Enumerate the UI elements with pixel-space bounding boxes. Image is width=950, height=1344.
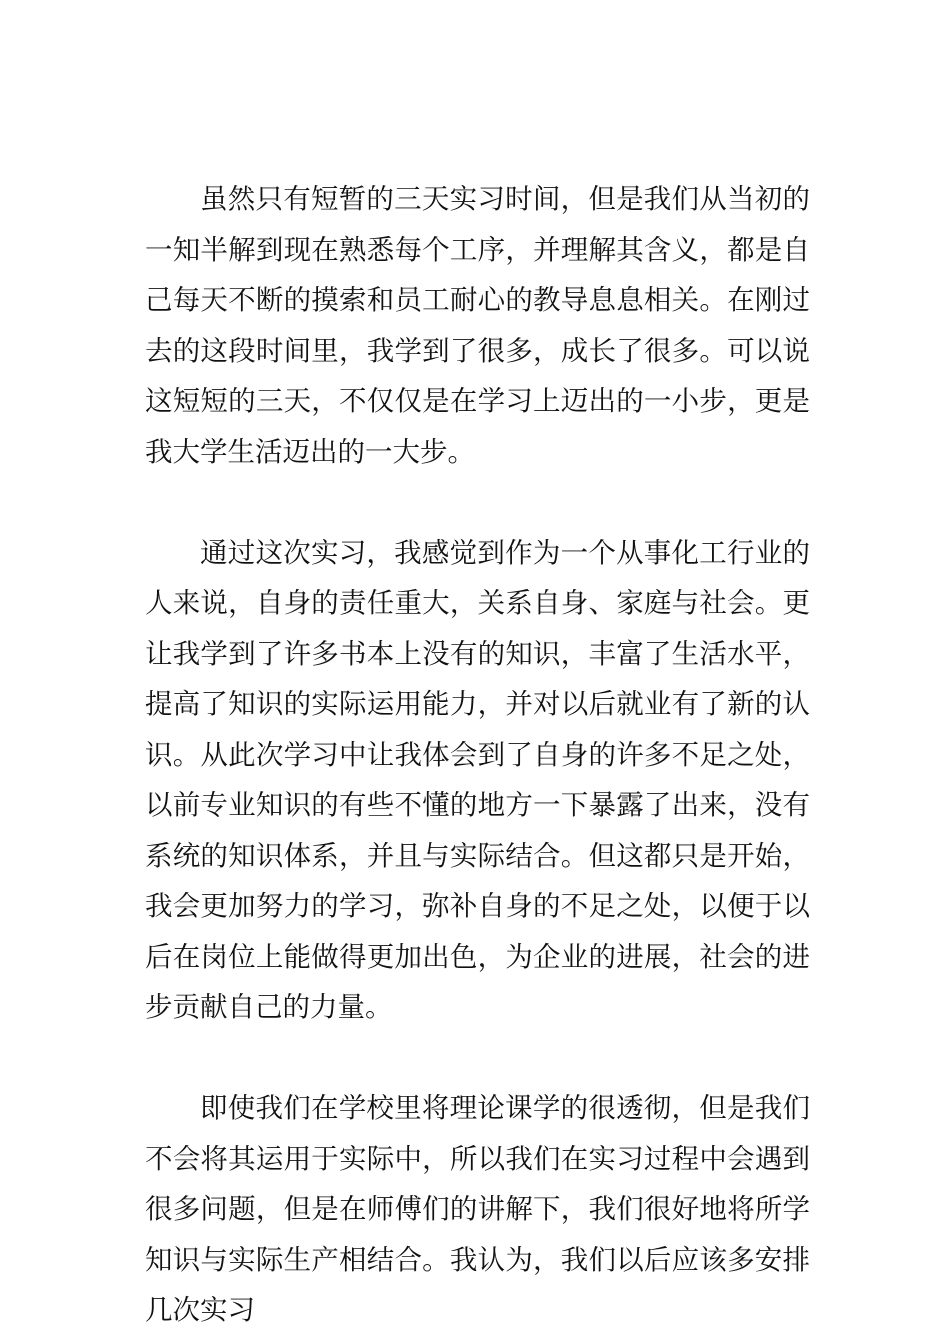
paragraph-1: 虽然只有短暂的三天实习时间，但是我们从当初的一知半解到现在熟悉每个工序，并理解其含义，都是自己每天不断的摸索和员工耐心的教导息息相关。在刚过去的这段时间里，我学到了很多，成长了很多。可以说这短短的三天，不仅仅是在学习上迈出的一小步，更是我大学生活迈出的一大步。 <box>145 183 810 468</box>
paragraph-2: 通过这次实习，我感觉到作为一个从事化工行业的人来说，自身的责任重大，关系自身、家庭与社会。更让我学到了许多书本上没有的知识，丰富了生活水平，提高了知识的实际运用能力，并对以后就业有了新的认识。从此次学习中让我体会到了自身的许多不足之处，以前专业知识的有些不懂的地方一下暴露了出来，没有系统的知识体系，并且与实际结合。但这都只是开始，我会更加努力的学习，弥补自身的不足之处，以便于以后在岗位上能做得更加出色，为企业的进展，社会的进步贡献自己的力量。 <box>145 536 810 1023</box>
document-body <box>145 174 810 1336</box>
paragraph-3: 即使我们在学校里将理论课学的很透彻，但是我们不会将其运用于实际中，所以我们在实习过程中会遇到很多问题，但是在师傅们的讲解下，我们很好地将所学知识与实际生产相结合。我认为，我们以后应该多安排几次实习 <box>145 1092 810 1326</box>
